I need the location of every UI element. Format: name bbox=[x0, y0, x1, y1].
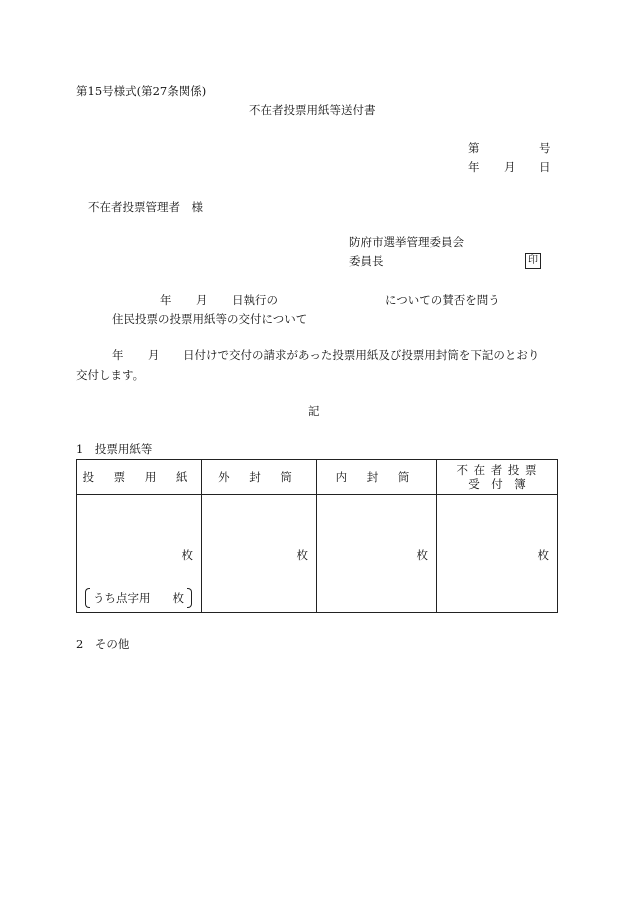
section-1-heading: 1 投票用紙等 bbox=[76, 442, 153, 456]
header-outer-envelope: 外 封 筒 bbox=[202, 460, 317, 495]
document-title: 不在者投票用紙等送付書 bbox=[249, 103, 376, 117]
sender-committee: 防府市選挙管理委員会 bbox=[349, 235, 464, 249]
body-line1: 日付けで交付の請求があった投票用紙及び投票用封筒を下記のとおり bbox=[183, 348, 540, 362]
section-2-heading: 2 その他 bbox=[76, 637, 130, 651]
bracket-right bbox=[187, 588, 192, 608]
cell-ballot-paper bbox=[77, 495, 202, 613]
header-inner-envelope: 内 封 筒 bbox=[317, 460, 437, 495]
unit-absentee-register: 枚 bbox=[537, 548, 549, 562]
doc-date-month: 月 bbox=[504, 160, 516, 174]
cell-absentee-register bbox=[437, 495, 558, 613]
header-register-line1: 不 在 者 投 票 bbox=[456, 463, 538, 477]
braille-label: うち点字用 bbox=[93, 591, 151, 605]
doc-number-dai: 第 bbox=[468, 141, 480, 155]
subject-tail: についての賛否を問う bbox=[385, 293, 500, 307]
header-ballot-paper: 投 票 用 紙 bbox=[77, 460, 202, 495]
form-number: 第15号様式(第27条関係) bbox=[76, 84, 207, 98]
table-header-row bbox=[77, 460, 558, 495]
doc-date-day: 日 bbox=[539, 160, 551, 174]
bracket-left bbox=[85, 588, 90, 608]
braille-note bbox=[85, 588, 192, 608]
body-month: 月 bbox=[148, 348, 160, 362]
seal-stamp: 印 bbox=[525, 253, 541, 269]
unit-ballot-paper: 枚 bbox=[181, 548, 193, 562]
ballot-table bbox=[76, 459, 558, 613]
cell-inner-envelope bbox=[317, 495, 437, 613]
doc-date-year: 年 bbox=[468, 160, 480, 174]
subject-month: 月 bbox=[196, 293, 208, 307]
unit-outer-envelope: 枚 bbox=[296, 548, 308, 562]
sender-chair: 委員長 bbox=[349, 254, 384, 268]
addressee: 不在者投票管理者 様 bbox=[88, 200, 203, 214]
header-absentee-register bbox=[437, 460, 558, 495]
body-line2: 交付します。 bbox=[76, 368, 145, 382]
subject-year: 年 bbox=[160, 293, 172, 307]
ki-heading: 記 bbox=[308, 404, 320, 418]
unit-inner-envelope: 枚 bbox=[416, 548, 428, 562]
table-body-row bbox=[77, 495, 558, 613]
braille-unit: 枚 bbox=[172, 591, 184, 605]
subject-day: 日執行の bbox=[232, 293, 278, 307]
header-register-line2: 受 付 簿 bbox=[468, 477, 526, 491]
body-year: 年 bbox=[112, 348, 124, 362]
doc-number-go: 号 bbox=[539, 141, 551, 155]
cell-outer-envelope bbox=[202, 495, 317, 613]
subject-line2: 住民投票の投票用紙等の交付について bbox=[112, 312, 308, 326]
